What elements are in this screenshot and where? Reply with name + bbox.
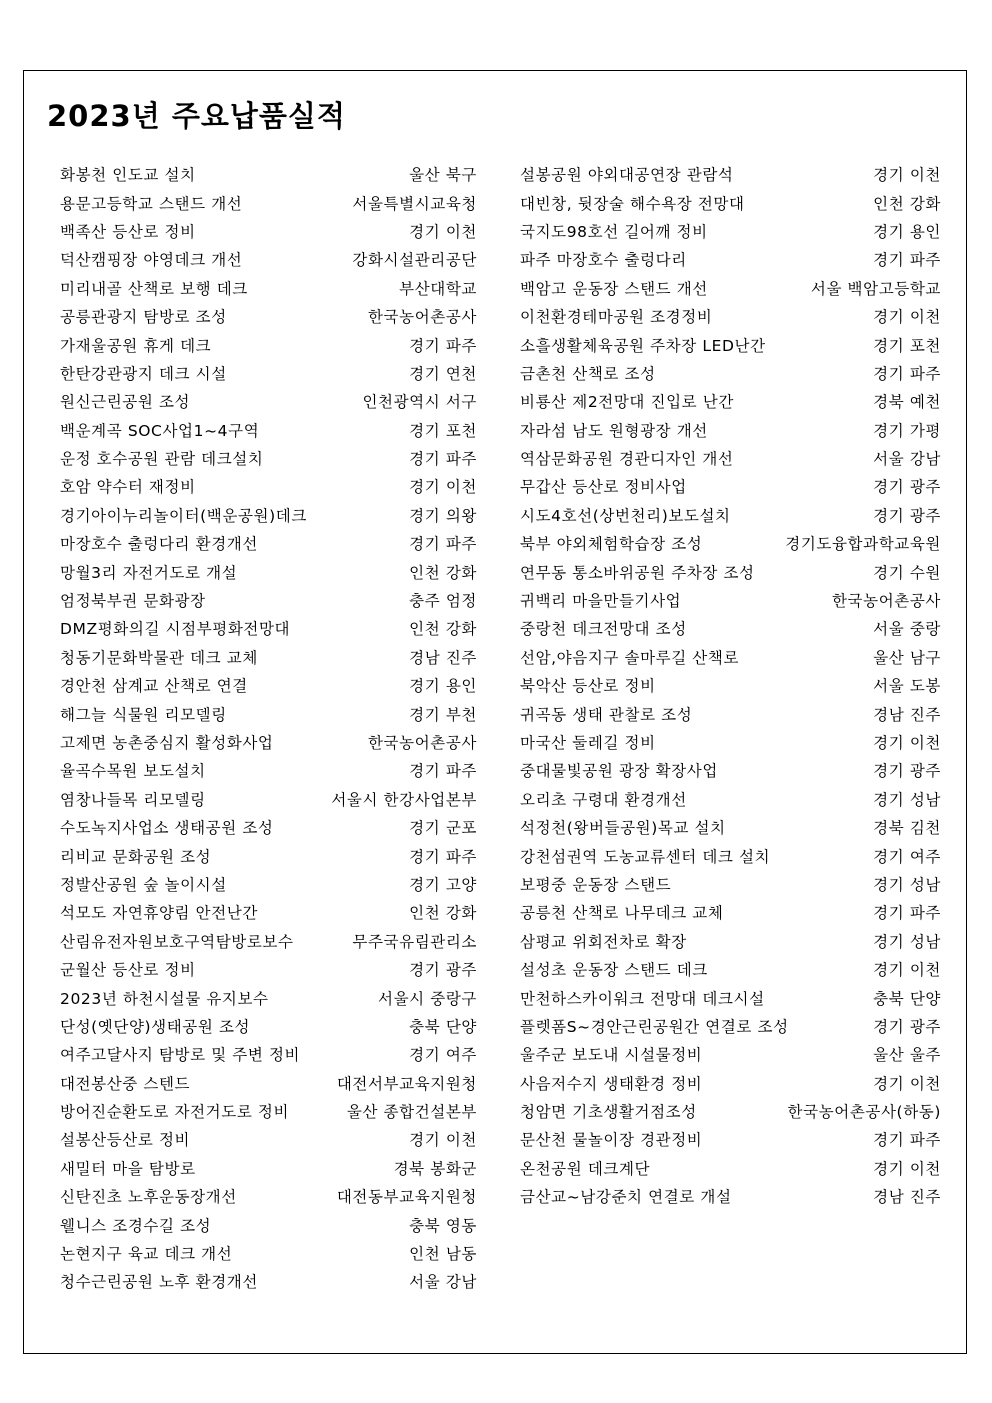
list-item (60, 955, 477, 983)
project-location: 경기 이천 (873, 166, 941, 185)
list-item (60, 1154, 477, 1182)
project-location: 경기 이천 (409, 222, 477, 241)
list-item (60, 813, 477, 841)
list-item (60, 1069, 477, 1097)
project-name: 석모도 자연휴양림 안전난간 (60, 904, 258, 923)
project-location: 경기 파주 (873, 904, 941, 923)
list-item (520, 359, 941, 387)
project-name: 해그늘 식물원 리모델링 (60, 705, 227, 724)
project-name: 수도녹지사업소 생태공원 조성 (60, 819, 274, 838)
project-name: 석정천(왕버들공원)목교 설치 (520, 819, 726, 838)
list-item (60, 557, 477, 585)
project-name: 역삼문화공원 경관디자인 개선 (520, 450, 734, 469)
project-name: 연무동 통소바위공원 주차장 조성 (520, 563, 755, 582)
list-item (520, 501, 941, 529)
project-name: 시도4호선(상번천리)보도설치 (520, 506, 731, 525)
project-location: 한국농어촌공사 (367, 734, 477, 752)
right-column-list (520, 160, 941, 1210)
list-item (520, 529, 941, 557)
list-item (520, 1040, 941, 1068)
project-location: 경기 이천 (409, 478, 477, 497)
project-location: 경남 진주 (873, 1188, 941, 1207)
list-item (520, 983, 941, 1011)
project-location: 경기 가평 (873, 421, 941, 440)
list-item (520, 302, 941, 330)
project-name: 공릉천 산책로 나무데크 교체 (520, 904, 724, 923)
project-name: 대빈창, 뒷장술 해수욕장 전망대 (520, 194, 745, 213)
list-item (60, 302, 477, 330)
project-name: 고제면 농촌중심지 활성화사업 (60, 734, 274, 752)
project-location: 울산 종합건설본부 (346, 1103, 477, 1122)
project-name: 무갑산 등산로 정비사업 (520, 478, 687, 497)
project-location: 경기 의왕 (409, 506, 477, 525)
project-name: 한탄강관광지 데크 시설 (60, 364, 227, 383)
project-name: 웰니스 조경수길 조성 (60, 1216, 212, 1235)
project-name: 경기아이누리놀이터(백운공원)데크 (60, 506, 307, 525)
project-location: 경기 이천 (409, 1131, 477, 1150)
project-location: 부산대학교 (399, 279, 477, 298)
project-location: 경기 파주 (873, 251, 941, 270)
project-location: 서울시 한강사업본부 (331, 790, 477, 809)
project-location: 경기 성남 (873, 932, 941, 951)
list-item (520, 1182, 941, 1210)
list-item (520, 671, 941, 699)
project-location: 경기 광주 (873, 762, 941, 781)
list-item (60, 330, 477, 358)
project-location: 경기 군포 (409, 819, 477, 838)
list-item (60, 188, 477, 216)
project-name: 망월3리 자전거도로 개설 (60, 563, 238, 582)
list-item (60, 160, 477, 188)
project-location: 한국농어촌공사(하동) (787, 1103, 941, 1122)
project-name: 용문고등학교 스탠드 개선 (60, 194, 243, 213)
project-location: 충북 영동 (409, 1216, 477, 1235)
list-item (60, 1125, 477, 1153)
project-location: 경기 파주 (409, 450, 477, 469)
project-location: 경기 파주 (409, 336, 477, 355)
project-name: 화봉천 인도교 설치 (60, 166, 196, 185)
project-location: 울산 울주 (873, 1046, 941, 1065)
list-item (520, 160, 941, 188)
project-name: 소흘생활체육공원 주차장 LED난간 (520, 336, 766, 355)
project-location: 경기 이천 (873, 1159, 941, 1178)
project-name: 보평중 운동장 스탠드 (520, 875, 672, 894)
project-location: 충주 엄정 (409, 592, 477, 611)
project-location: 경북 봉화군 (393, 1159, 477, 1178)
list-item (60, 1012, 477, 1040)
project-location: 인천 강화 (873, 194, 941, 213)
project-name: 비룡산 제2전망대 진입로 난간 (520, 393, 734, 412)
list-item (520, 785, 941, 813)
project-name: 파주 마장호수 출렁다리 (520, 251, 687, 270)
project-location: 인천 남동 (409, 1245, 477, 1264)
list-item (60, 1210, 477, 1238)
list-item (520, 188, 941, 216)
list-item (60, 416, 477, 444)
project-location: 경기 광주 (873, 506, 941, 525)
project-name: 원신근린공원 조성 (60, 393, 191, 412)
project-name: 마국산 둘레길 정비 (520, 734, 656, 752)
project-location: 경기 수원 (873, 563, 941, 582)
list-item (60, 870, 477, 898)
list-item (520, 217, 941, 245)
list-item (60, 387, 477, 415)
project-location: 경기 이천 (873, 961, 941, 980)
list-item (60, 217, 477, 245)
project-location: 충북 단양 (873, 989, 941, 1008)
list-item (60, 841, 477, 869)
list-item (520, 557, 941, 585)
project-location: 경기 포천 (873, 336, 941, 355)
project-location: 경기 포천 (409, 421, 477, 440)
project-name: 설성초 운동장 스탠드 데크 (520, 961, 708, 980)
project-location: 인천 강화 (409, 563, 477, 582)
project-name: 온천공원 데크계단 (520, 1159, 651, 1178)
project-location: 경기 이천 (873, 734, 941, 752)
project-location: 대전동부교육지원청 (336, 1188, 477, 1207)
project-location: 인천광역시 서구 (362, 393, 477, 412)
project-location: 충북 단양 (409, 1017, 477, 1036)
list-item (60, 1239, 477, 1267)
project-location: 한국농어촌공사 (831, 592, 941, 611)
project-location: 경남 진주 (409, 648, 477, 667)
project-location: 경북 김천 (873, 819, 941, 838)
list-item (60, 927, 477, 955)
project-name: 리비교 문화공원 조성 (60, 847, 212, 866)
project-location: 울산 남구 (873, 648, 941, 667)
list-item (520, 274, 941, 302)
project-name: 엄정북부권 문화광장 (60, 592, 206, 611)
list-item (60, 785, 477, 813)
project-name: 북악산 등산로 정비 (520, 677, 656, 696)
project-name: 울주군 보도내 시설물정비 (520, 1046, 703, 1065)
project-name: 공릉관광지 탐방로 조성 (60, 308, 227, 327)
project-name: 설봉산등산로 정비 (60, 1131, 191, 1150)
project-name: 국지도98호선 길어깨 정비 (520, 222, 708, 241)
list-item (60, 472, 477, 500)
list-item (60, 898, 477, 926)
list-item (520, 472, 941, 500)
project-name: 이천환경테마공원 조경정비 (520, 308, 713, 327)
project-location: 서울 강남 (409, 1273, 477, 1292)
project-location: 강화시설관리공단 (352, 251, 477, 270)
project-location: 무주국유림관리소 (352, 932, 477, 951)
project-name: 청동기문화박물관 데크 교체 (60, 648, 258, 667)
project-name: 설봉공원 야외대공연장 관람석 (520, 166, 734, 185)
project-location: 경기 성남 (873, 790, 941, 809)
list-item (520, 1012, 941, 1040)
list-item (520, 1097, 941, 1125)
list-item (60, 671, 477, 699)
project-name: 대전봉산중 스텐드 (60, 1074, 191, 1093)
list-item (520, 586, 941, 614)
project-location: 경기 파주 (873, 364, 941, 383)
list-item (60, 614, 477, 642)
list-item (520, 245, 941, 273)
project-name: 논현지구 육교 데크 개선 (60, 1245, 233, 1264)
list-item (520, 927, 941, 955)
list-item (60, 359, 477, 387)
project-location: 인천 강화 (409, 904, 477, 923)
project-name: 청암면 기초생활거점조성 (520, 1103, 697, 1122)
project-location: 경기 파주 (409, 535, 477, 554)
project-location: 경기 여주 (873, 847, 941, 866)
project-location: 한국농어촌공사 (367, 308, 477, 327)
list-item (520, 387, 941, 415)
project-name: 운정 호수공원 관람 데크설치 (60, 450, 264, 469)
project-location: 경기 용인 (409, 677, 477, 696)
project-name: 마장호수 출렁다리 환경개선 (60, 535, 258, 554)
project-location: 경기 광주 (409, 961, 477, 980)
list-item (520, 841, 941, 869)
project-location: 경기 이천 (873, 1074, 941, 1093)
project-name: 북부 야외체험학습장 조성 (520, 535, 703, 554)
list-item (60, 529, 477, 557)
project-location: 경기도융합과학교육원 (785, 535, 941, 554)
project-location: 경남 진주 (873, 705, 941, 724)
project-location: 경기 이천 (873, 308, 941, 327)
project-location: 경기 고양 (409, 875, 477, 894)
list-item (60, 274, 477, 302)
list-item (60, 444, 477, 472)
project-name: 금산교~남강준치 연결로 개설 (520, 1188, 732, 1207)
project-location: 대전서부교육지원청 (336, 1074, 477, 1093)
project-name: 새밀터 마을 탐방로 (60, 1159, 196, 1178)
project-name: 미리내골 산책로 보행 데크 (60, 279, 248, 298)
project-location: 서울 강남 (873, 450, 941, 469)
project-location: 경기 파주 (409, 847, 477, 866)
list-item (520, 1125, 941, 1153)
list-item (520, 416, 941, 444)
project-name: 백운계곡 SOC사업1~4구역 (60, 421, 260, 440)
list-item (60, 1267, 477, 1295)
project-location: 경기 성남 (873, 875, 941, 894)
project-name: 귀곡동 생태 관찰로 조성 (520, 705, 693, 724)
project-location: 경북 예천 (873, 393, 941, 412)
project-location: 경기 연천 (409, 364, 477, 383)
project-name: 호암 약수터 재정비 (60, 478, 196, 497)
project-name: 만천하스카이워크 전망대 데크시설 (520, 989, 765, 1008)
project-location: 서울 중랑 (873, 620, 941, 639)
project-name: 자라섬 남도 원형광장 개선 (520, 421, 708, 440)
project-name: 청수근린공원 노후 환경개선 (60, 1273, 258, 1292)
project-name: 덕산캠핑장 야영데크 개선 (60, 251, 243, 270)
project-name: 백족산 등산로 정비 (60, 222, 196, 241)
project-location: 경기 파주 (409, 762, 477, 781)
project-name: 단성(옛단양)생태공원 조성 (60, 1017, 251, 1036)
project-location: 경기 광주 (873, 478, 941, 497)
list-item (60, 586, 477, 614)
list-item (520, 643, 941, 671)
list-item (60, 699, 477, 727)
project-name: 사음저수지 생태환경 정비 (520, 1074, 703, 1093)
list-item (60, 1040, 477, 1068)
list-item (520, 699, 941, 727)
project-location: 경기 파주 (873, 1131, 941, 1150)
list-item (60, 983, 477, 1011)
list-item (520, 1154, 941, 1182)
project-name: 오리초 구령대 환경개선 (520, 790, 687, 809)
project-name: 경안천 삼계교 산책로 연결 (60, 677, 248, 696)
list-item (60, 643, 477, 671)
list-item (520, 330, 941, 358)
project-name: 삼평교 위회전차로 확장 (520, 932, 687, 951)
project-location: 서울 도봉 (873, 677, 941, 696)
project-location: 서울 백암고등학교 (810, 279, 941, 298)
project-name: 염창나들목 리모델링 (60, 790, 206, 809)
project-name: 가재울공원 휴게 데크 (60, 336, 212, 355)
project-name: 귀백리 마을만들기사업 (520, 592, 682, 611)
list-item (520, 756, 941, 784)
list-item (520, 1069, 941, 1097)
page-title: 2023년 주요납품실적 (47, 99, 346, 133)
project-name: 산림유전자원보호구역탐방로보수 (60, 932, 294, 951)
project-name: 신탄진초 노후운동장개선 (60, 1188, 237, 1207)
project-name: 정발산공원 숲 놀이시설 (60, 875, 227, 894)
list-item (60, 728, 477, 756)
project-location: 인천 강화 (409, 620, 477, 639)
project-name: 율곡수목원 보도설치 (60, 762, 206, 781)
list-item (520, 870, 941, 898)
project-name: 백암고 운동장 스탠드 개선 (520, 279, 708, 298)
project-location: 경기 여주 (409, 1046, 477, 1065)
list-item (520, 898, 941, 926)
project-location: 경기 부천 (409, 705, 477, 724)
list-item (60, 1182, 477, 1210)
project-name: 문산천 물놀이장 경관정비 (520, 1131, 703, 1150)
project-location: 경기 용인 (873, 222, 941, 241)
list-item (520, 614, 941, 642)
list-item (60, 501, 477, 529)
project-name: 금촌천 산책로 조성 (520, 364, 656, 383)
project-name: 중대물빛공원 광장 확장사업 (520, 762, 718, 781)
project-location: 울산 북구 (409, 166, 477, 185)
project-location: 서울시 중랑구 (378, 989, 477, 1008)
project-location: 서울특별시교육청 (352, 194, 477, 213)
project-name: 강천섬권역 도농교류센터 데크 설치 (520, 847, 771, 866)
project-name: DMZ평화의길 시점부평화전망대 (60, 620, 291, 639)
list-item (520, 444, 941, 472)
project-name: 방어진순환도로 자전거도로 정비 (60, 1103, 290, 1122)
project-name: 중랑천 데크전망대 조성 (520, 620, 687, 639)
list-item (520, 955, 941, 983)
list-item (520, 728, 941, 756)
list-item (60, 1097, 477, 1125)
left-column-list (60, 160, 477, 1296)
list-item (60, 756, 477, 784)
list-item (60, 245, 477, 273)
project-name: 여주고달사지 탐방로 및 주변 정비 (60, 1046, 301, 1065)
project-location: 경기 광주 (873, 1017, 941, 1036)
project-name: 군월산 등산로 정비 (60, 961, 196, 980)
list-item (520, 813, 941, 841)
project-name: 플렛폼S~경안근린공원간 연결로 조성 (520, 1017, 789, 1036)
project-name: 선암,야음지구 솔마루길 산책로 (520, 648, 740, 667)
project-name: 2023년 하천시설물 유지보수 (60, 989, 269, 1008)
